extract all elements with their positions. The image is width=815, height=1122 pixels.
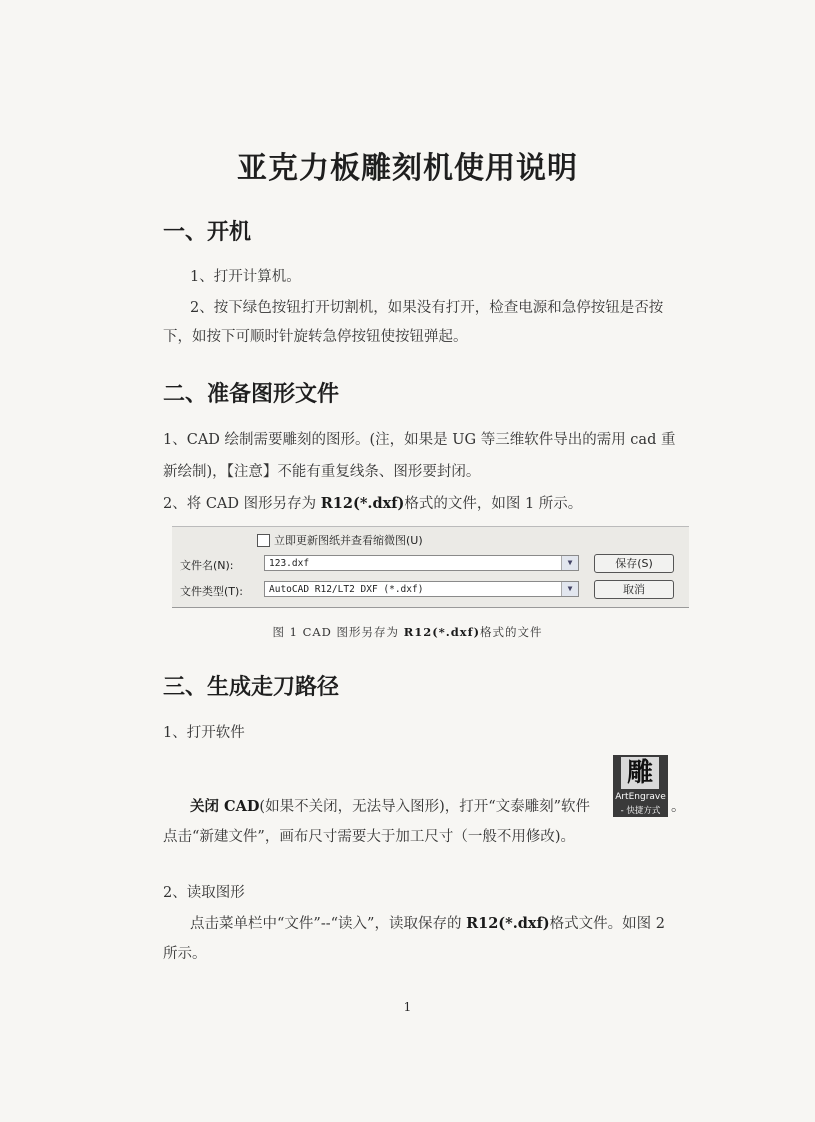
s2-line3 (163, 494, 582, 514)
s1-line2: 2、按下绿色按钮打开切割机，如果没有打开，检查电源和急停按钮是否按 (190, 300, 664, 316)
caption-text-c: 格式的文件 (480, 625, 543, 639)
filename-dropdown-icon[interactable]: ▼ (561, 556, 578, 570)
section-1-heading: 一、开机 (163, 220, 252, 245)
figure-1-caption (0, 624, 815, 640)
save-dialog-figure (172, 526, 689, 608)
page-number: 1 (403, 1000, 412, 1014)
filename-field[interactable] (264, 555, 579, 571)
s2-line3-text-a: 2、将 CAD 图形另存为 (163, 496, 321, 512)
artengrave-shortcut-icon (613, 755, 668, 817)
filetype-label: 文件类型(T): (180, 585, 244, 598)
artengrave-name: ArtEngrave (615, 792, 666, 802)
s3-step1: 1、打开软件 (163, 725, 245, 741)
s2-line2: 新绘制)，【注意】不能有重复线条、图形要封闭。 (163, 464, 481, 480)
caption-format: R12(*.dxf) (403, 625, 481, 639)
s1-line1: 1、打开计算机。 (190, 269, 301, 285)
filename-label: 文件名(N): (180, 559, 234, 572)
caption-text-a: 图 1 CAD 图形另存为 (272, 625, 404, 639)
s3-line1-text: (如果不关闭，无法导入图形)，打开“文泰雕刻”软件 (259, 799, 591, 815)
s3-line3-text-a: 点击菜单栏中“文件”--“读入”，读取保存的 (190, 916, 467, 932)
s3-step2: 2、读取图形 (163, 885, 245, 901)
s3-close-cad: 关闭 CAD (190, 798, 260, 815)
cancel-button[interactable]: 取消 (594, 580, 674, 599)
s3-line3-text-c: 格式文件。如图 2 (549, 916, 666, 932)
update-thumbnail-option[interactable] (257, 532, 423, 548)
s3-line3-format: R12(*.dxf) (466, 915, 550, 932)
section-2-heading: 二、准备图形文件 (163, 382, 340, 407)
s3-line2: 点击“新建文件”，画布尺寸需要大于加工尺寸（一般不用修改)。 (163, 829, 575, 845)
page-title: 亚克力板雕刻机使用说明 (237, 151, 578, 186)
s2-line3-format: R12(*.dxf) (320, 495, 405, 512)
s2-line3-text-c: 格式的文件，如图 1 所示。 (404, 496, 583, 512)
s3-line3 (190, 914, 665, 934)
s3-line1 (190, 797, 590, 817)
save-button[interactable]: 保存(S) (594, 554, 674, 573)
s1-line3: 下，如按下可顺时针旋转急停按钮使按钮弹起。 (163, 329, 468, 345)
update-thumbnail-checkbox[interactable] (257, 534, 270, 547)
filetype-value: AutoCAD R12/LT2 DXF (*.dxf) (269, 584, 424, 595)
filetype-dropdown-icon[interactable]: ▼ (561, 582, 578, 596)
filename-value: 123.dxf (269, 558, 310, 569)
update-thumbnail-label: 立即更新图纸并查看缩微图(U) (274, 534, 423, 547)
artengrave-glyph: 雕 (621, 757, 659, 789)
s3-line4: 所示。 (163, 946, 207, 962)
section-3-heading: 三、生成走刀路径 (163, 675, 340, 700)
s2-line1: 1、CAD 绘制需要雕刻的图形。(注，如果是 UG 等三维软件导出的需用 cad 重 (163, 432, 676, 448)
filetype-field[interactable] (264, 581, 579, 597)
s3-line1-end: 。 (671, 799, 686, 815)
artengrave-label: - 快捷方式 (620, 806, 661, 816)
